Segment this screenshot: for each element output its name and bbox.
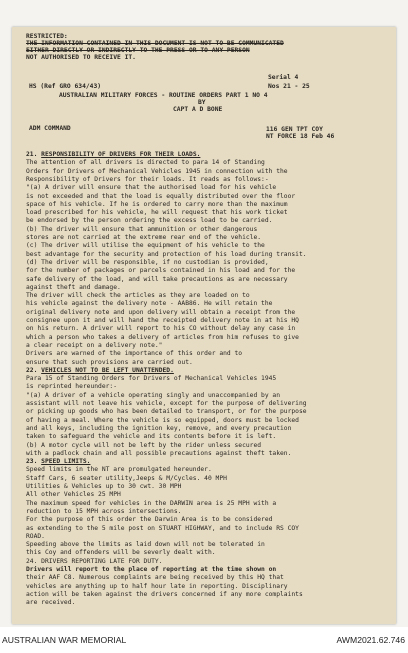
body-line: on his return. A driver will report to his CO without delay any case in <box>26 325 296 333</box>
by-label: BY <box>198 99 206 106</box>
accession-number: AWM2021.62.746 <box>336 635 405 645</box>
body-line: a clear receipt on a delivery note." <box>26 341 163 349</box>
body-line: assistant will not leave his vehicle, except for the purpose of delivering <box>26 400 307 407</box>
body-line: Utilities & Vehicles up to 30 cwt. 30 MPH <box>26 483 182 490</box>
body-line: taken to safeguard the vehicle and its contents before it is left. <box>26 433 277 441</box>
body-line: consignee upon it and will hand the receipted delivery note in at his HQ <box>26 317 299 324</box>
section-heading: 21. RESPONSIBILITY OF DRIVERS FOR THEIR LOADS. <box>26 151 201 158</box>
body-line: be endorsed by the person ordering the excess load to be carried. <box>26 217 273 225</box>
body-line: Responsibility of Drivers for their loads. It reads as follows:- <box>26 175 269 183</box>
body-line: their AAF C8. Numerous complaints are being received by this HQ that <box>26 574 284 582</box>
body-line: load prescribed for his vehicle, he will request that his work ticket <box>26 209 288 217</box>
body-line: Speeding above the limits as laid down will not be tolerated in <box>26 541 265 549</box>
institution-name: AUSTRALIAN WAR MEMORIAL <box>2 635 127 645</box>
body-line: Drivers are warned of the importance of this order and to <box>26 350 243 358</box>
body-line: his vehicle against the delivery note - AAB86. He will retain the <box>26 300 273 308</box>
body-line: 24. DRIVERS REPORTING LATE FOR DUTY. <box>26 557 163 565</box>
body-line: Orders for Drivers of Mechanical Vehicles 1945 in connection with the <box>26 167 288 175</box>
body-line: (d) The driver will be responsible, if no custodian is provided, <box>26 258 269 266</box>
body-line: "(a) A driver will ensure that the authorised load for his vehicle <box>26 184 277 192</box>
body-line: The driver will check the articles as they are loaded on to <box>26 292 250 300</box>
body-line: ensure that such provisions are carried out. <box>26 358 193 366</box>
document-page <box>12 27 396 624</box>
section-heading: 22. VEHICLES NOT TO BE LEFT UNATTENDED. <box>26 366 174 374</box>
security-warning-line-1: THE INFORMATION CONTAINED IN THIS DOCUMENT IS NOT TO BE COMMUNICATED <box>26 40 284 47</box>
body-line: for the number of packages or parcels contained in his load and for the <box>26 267 296 275</box>
body-line: this Coy and offenders will be severly dealt with. <box>26 549 216 557</box>
body-line: The maximum speed for vehicles in the DARWIN area is 25 MPH with a <box>26 499 277 507</box>
serial-number: Serial 4 <box>268 74 299 81</box>
body-line: (c) The driver will utilise the equipment of his vehicle to the <box>26 242 265 250</box>
body-line: which a person who takes a delivery of articles from him refuses to give <box>26 333 299 341</box>
body-line: Speed limits in the NT are promulgated hereunder. <box>26 466 212 474</box>
body-line: and all keys, including the ignition key, remove, and every precaution <box>26 424 292 432</box>
body-line: or picking up goods who has been detailed to transport, or for the purpose <box>26 408 307 416</box>
body-line: with a padlock chain and all possible precautions against theft taken. <box>26 449 292 457</box>
section-heading: 23. SPEED LIMITS. <box>26 458 91 466</box>
body-line: All other Vehicles 25 MPH <box>26 491 121 499</box>
body-line: Staff Cars, 6 seater utility,Jeeps & M/Cycles. 40 MPH <box>26 474 227 482</box>
body-line: ROAD. <box>26 532 45 540</box>
security-warning-line-3: NOT AUTHORISED TO RECEIVE IT. <box>26 54 136 61</box>
body-line: as extending to the 5 mile post on STUART HIGHWAY, and to include RS COY <box>26 524 299 532</box>
body-line: are received. <box>26 599 76 607</box>
body-line: action will be taken against the drivers concerned if any more complaints <box>26 590 303 598</box>
security-warning-line-2: EITHER DIRECTLY OR INDIRECTLY TO THE PRESS OR TO ANY PERSON <box>26 47 250 54</box>
body-line: of having a meal. Where the vehicle is so equipped, doors must be locked <box>26 416 299 424</box>
author: CAPT A D BONE <box>173 106 223 113</box>
footer-bar <box>0 627 408 653</box>
reference: HS (Ref GRO 634/43) <box>29 83 102 90</box>
body-line: "(a) A driver of a vehicle operating singly and unaccompanied by an <box>26 391 281 399</box>
body-line: For the purpose of this order the Darwin Area is to be considered <box>26 516 273 524</box>
order-numbers: Nos 21 - 25 <box>268 83 310 90</box>
body-line: is reprinted hereunder:- <box>26 383 117 391</box>
body-line: reduction to 15 MPH across intersections. <box>26 507 182 515</box>
unit: 116 GEN TPT COY <box>266 126 323 133</box>
body-line: best advantage for the security and protection of his load during transit. <box>26 250 307 258</box>
restricted-label: RESTRICTED: <box>26 33 68 40</box>
location-date: NT FORCE 18 Feb 46 <box>266 133 335 140</box>
section-title: VEHICLES NOT TO BE LEFT UNATTENDED. <box>41 366 174 374</box>
body-line: vehicles are anything up to half hour late in reporting. Disciplinary <box>26 582 288 590</box>
body-line: safe delivery of the load, and will take precautions as are necessary <box>26 275 288 283</box>
body-line: original delivery note and upon delivery will obtain a receipt from the <box>26 308 296 316</box>
section-title: RESPONSIBILITY OF DRIVERS FOR THEIR LOADS. <box>41 151 201 158</box>
body-line: stores are not carried at the extreme rear end of the vehicle. <box>26 234 262 241</box>
body-line: is not exceeded and that the load is equally distributed over the floor <box>26 192 296 200</box>
body-line: (b) A motor cycle will not be left by the rider unless secured <box>26 441 262 449</box>
body-line: space of his vehicle. If he is ordered to carry more than the maximum <box>26 200 288 208</box>
document-title: AUSTRALIAN MILITARY FORCES - ROUTINE ORDERS PART 1 NO 4 <box>59 92 268 99</box>
section-heading: Drivers will report to the place of reporting at the time shown on <box>26 566 277 573</box>
body-line: against theft and damage. <box>26 283 121 291</box>
body-line: (b) The driver will ensure that ammunition or other dangerous <box>26 225 258 233</box>
body-line: Para 15 of Standing Orders for Drivers of Mechanical Vehicles 1945 <box>26 375 277 383</box>
body-line: The attention of all drivers is directed to para 14 of Standing <box>26 159 265 167</box>
command: ADM COMMAND <box>29 125 71 132</box>
section-title: SPEED LIMITS. <box>41 458 91 466</box>
